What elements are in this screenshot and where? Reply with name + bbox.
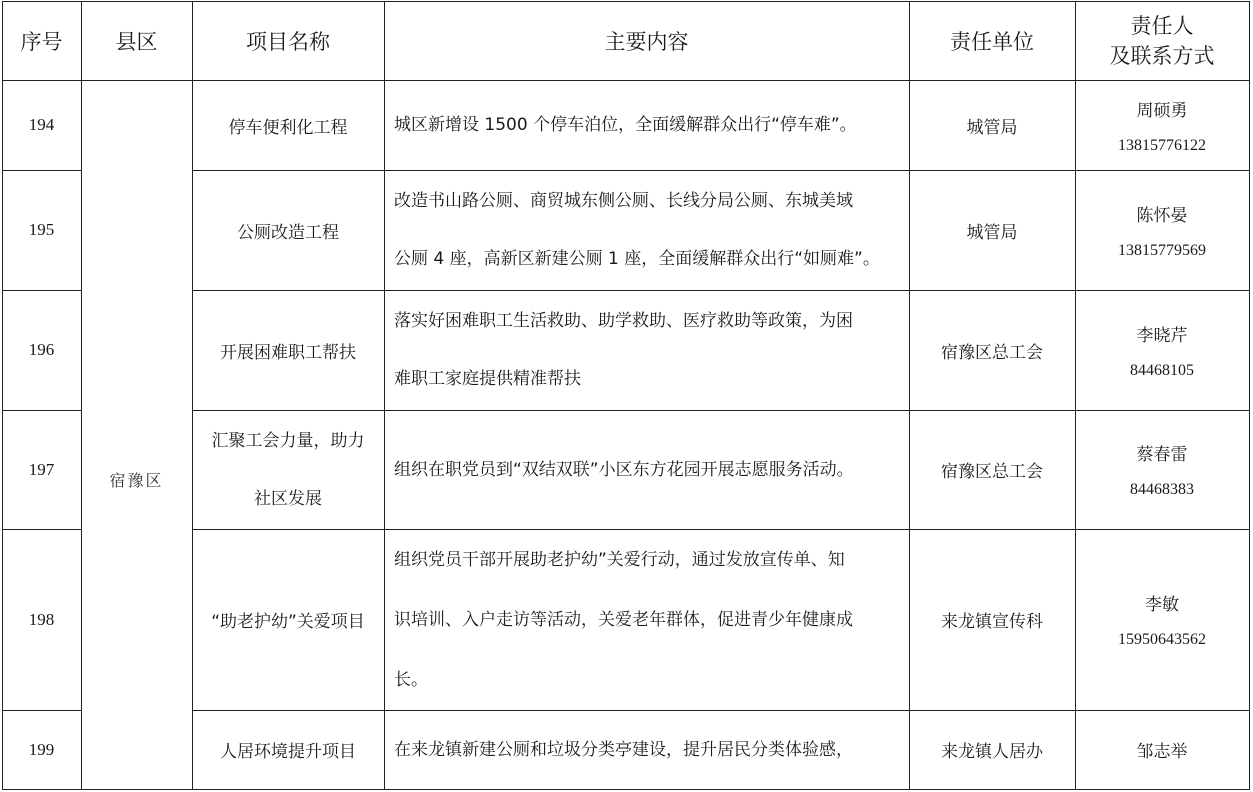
person-name: 李晓芹: [1136, 325, 1188, 346]
row-unit: 城管局: [966, 117, 1018, 138]
row-content-line: 落实好困难职工生活救助、助学救助、医疗救助等政策，为困: [394, 311, 853, 331]
header-county: 县区: [115, 29, 158, 54]
header-unit: 责任单位: [950, 29, 1034, 54]
person-phone: 13815779569: [1118, 241, 1206, 259]
row-project: “助老护幼”关爱项目: [211, 612, 365, 632]
person-name: 周硕勇: [1136, 100, 1188, 121]
row-content: [384, 290, 909, 410]
row-content-line: 城区新增设 1500 个停车泊位，全面缓解群众出行“停车难”。: [394, 115, 857, 135]
table-border-right: [1249, 1, 1250, 790]
row-seq: 197: [28, 459, 55, 479]
row-person: [1075, 80, 1249, 170]
header-person-line1: 责任人: [1130, 13, 1194, 38]
row-content-line: 在来龙镇新建公厕和垃圾分类亭建设，提升居民分类体验感，: [394, 739, 853, 760]
row-project: 停车便利化工程: [228, 117, 348, 138]
row-content-line: 识培训、入户走访等活动，关爱老年群体，促进青少年健康成: [394, 609, 853, 630]
row-content-line: 改造书山路公厕、商贸城东侧公厕、长线分局公厕、东城美域: [394, 191, 853, 211]
header-project: 项目名称: [246, 29, 330, 54]
header-person: [1075, 1, 1249, 80]
row-seq: 196: [28, 340, 55, 359]
row-project: 开展困难职工帮扶: [220, 342, 356, 363]
row-person: [1075, 290, 1249, 410]
row-project-line: 社区发展: [254, 488, 322, 509]
row-content-line: 组织党员干部开展助老护幼”关爱行动，通过发放宣传单、知: [394, 549, 845, 570]
header-person-line2: 及联系方式: [1109, 43, 1215, 68]
row-unit: 宿豫区总工会: [941, 462, 1043, 482]
row-unit: 来龙镇宣传科: [941, 612, 1043, 632]
row-seq: 199: [28, 739, 55, 759]
county-cell: 宿豫区: [109, 471, 164, 490]
row-content-line: 组织在职党员到“双结双联”小区东方花园开展志愿服务活动。: [394, 459, 854, 480]
row-content: [384, 80, 909, 170]
row-person: [1075, 529, 1249, 710]
row-content: [384, 410, 909, 529]
person-phone: 84468105: [1130, 361, 1194, 379]
row-person: [1075, 410, 1249, 529]
row-unit: 城管局: [966, 222, 1018, 243]
row-seq: 198: [28, 609, 55, 629]
person-phone: 84468383: [1130, 481, 1194, 498]
row-project: [192, 410, 384, 529]
row-content: [384, 170, 909, 290]
header-content: 主要内容: [604, 29, 689, 54]
person-name: 陈怀晏: [1136, 205, 1188, 226]
row-seq: 195: [28, 220, 55, 239]
row-project: 人居环境提升项目: [220, 742, 356, 762]
row-content: [384, 529, 909, 710]
person-name: 邹志举: [1136, 742, 1188, 762]
row-content: [384, 710, 909, 789]
table-border-bottom: [2, 789, 1250, 790]
header-seq: 序号: [20, 29, 63, 54]
row-person: [1075, 170, 1249, 290]
person-phone: 15950643562: [1118, 631, 1206, 648]
person-name: 蔡春雷: [1136, 445, 1188, 465]
row-project-line: 汇聚工会力量，助力: [211, 430, 365, 451]
row-content-line: 难职工家庭提供精准帮扶: [394, 369, 581, 389]
row-project: 公厕改造工程: [237, 222, 339, 243]
row-content-line: 长。: [394, 669, 428, 690]
row-content-line: 公厕 4 座，高新区新建公厕 1 座，全面缓解群众出行“如厕难”。: [394, 249, 880, 269]
person-name: 李敏: [1145, 595, 1179, 615]
row-unit: 来龙镇人居办: [941, 742, 1043, 762]
row-unit: 宿豫区总工会: [941, 342, 1043, 363]
row-seq: 194: [28, 115, 55, 134]
person-phone: 13815776122: [1118, 136, 1206, 154]
